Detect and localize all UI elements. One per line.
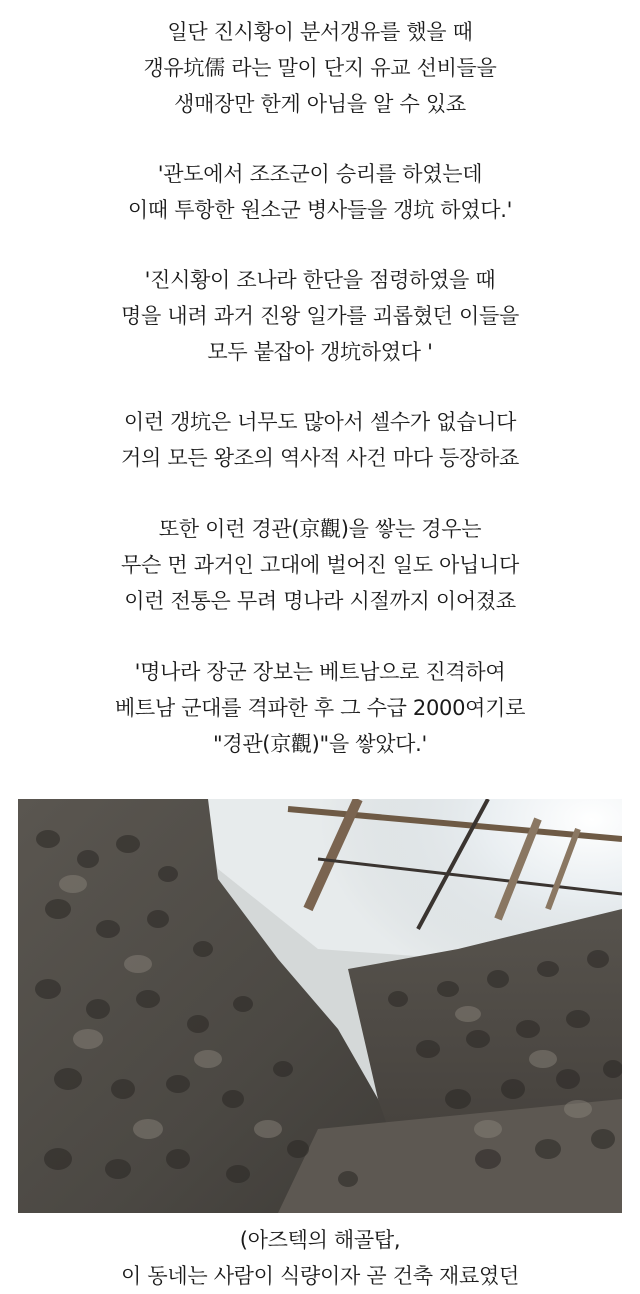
text-line: "경관(京觀)"을 쌓았다.' [212,732,428,756]
text-line: 이때 투항한 원소군 병사들을 갱坑 하였다.' [127,198,513,222]
paragraph-4 [0,404,640,476]
text-line: 생매장만 한게 아님을 알 수 있죠 [174,92,466,116]
text-line: 무슨 먼 과거인 고대에 벌어진 일도 아닙니다 [121,553,519,577]
caption-line: (아즈텍의 해골탑, [239,1228,401,1252]
text-line: 거의 모든 왕조의 역사적 사건 마다 등장하죠 [121,446,519,470]
text-line: 명을 내려 과거 진왕 일가를 괴롭혔던 이들을 [121,304,519,328]
paragraph-5 [0,511,640,619]
text-line: 또한 이런 경관(京觀)을 쌓는 경우는 [158,517,482,541]
skull-tower-photo [18,799,622,1213]
paragraph-3 [0,262,640,370]
text-line: '명나라 장군 장보는 베트남으로 진격하여 [134,660,506,684]
photo-caption [0,1222,640,1294]
paragraph-6 [0,654,640,762]
caption-line: 이 동네는 사람이 식량이자 곧 건축 재료였던 [121,1264,519,1288]
text-line: 갱유坑儒 라는 말이 단지 유교 선비들을 [143,56,497,80]
text-line: 모두 붙잡아 갱坑하였다 ' [207,340,433,364]
text-line: 이런 갱坑은 너무도 많아서 셀수가 없습니다 [123,410,517,434]
text-line: '진시황이 조나라 한단을 점령하였을 때 [144,268,496,292]
text-line: '관도에서 조조군이 승리를 하였는데 [157,162,483,186]
paragraph-1 [0,14,640,122]
paragraph-2 [0,156,640,228]
text-line: 베트남 군대를 격파한 후 그 수급 2000여기로 [114,696,526,720]
photo-illustration [18,799,622,1213]
text-line: 일단 진시황이 분서갱유를 했을 때 [167,20,473,44]
text-line: 이런 전통은 무려 명나라 시절까지 이어졌죠 [124,589,516,613]
